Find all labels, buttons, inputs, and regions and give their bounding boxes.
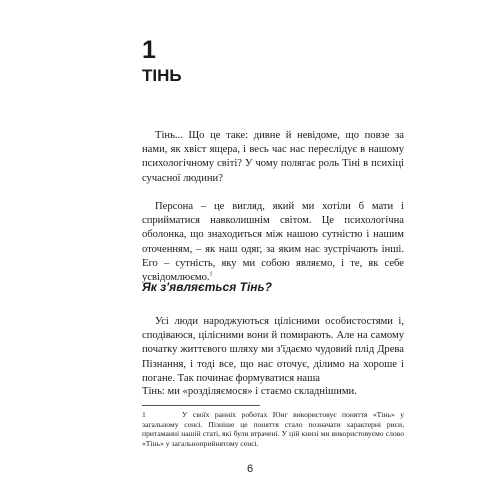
paragraph-continuation: Тінь: ми «розділяємося» і стаємо складнішими.: [142, 386, 357, 397]
chapter-number: 1: [142, 36, 156, 64]
footnote: [142, 410, 404, 448]
section-heading: Як з'являється Тінь?: [142, 280, 272, 294]
paragraph-intro: Тінь... Що це таке: дивне й невідоме, що повзе за нами, як хвіст ящера, і весь час нас переслідує в нашому психологічному світі? У чому полягає роль Тіні в психіці сучасної людини?: [142, 130, 404, 184]
paragraph-persona-text: Персона – це вигляд, який ми хотіли б мати і сприйматися навколишнім світом. Це психологічна оболонка, що знаходиться між нашою сутністю і нашим оточенням, – як наш одяг, за яким нас зустрічають інші. Его – сутність, яку ми собою являємо, і те, як себе усвідомлюємо.: [142, 201, 404, 284]
paragraph-persona: [142, 200, 404, 285]
page-number: 6: [246, 463, 254, 475]
footnote-reference[interactable]: 1: [209, 271, 213, 278]
paragraph-origin: Усі люди народжуються цілісними особистостями і, сподіваюся, цілісними вони й помирають. Але на самому початку життєвого шляху ми з'їдаємо чудовий плід Древа Пізнання, і тоді все, що нас оточує, ділимо на хороше і погане. Так починає формуватися наша: [142, 316, 404, 384]
footnote-divider: [142, 405, 260, 406]
chapter-title: ТІНЬ: [142, 66, 182, 85]
footnote-number: 1: [142, 410, 146, 419]
footnote-text: У своїх ранніх роботах Юнг використовує поняття «Тінь» у загальному сенсі. Пізніше це поняття стало позначати характерні риси, притаманні нашій статі, які були втрачені. У цій книзі ми використовуємо слово «Тінь» у загальноприйнятому сенсі.: [142, 410, 404, 448]
